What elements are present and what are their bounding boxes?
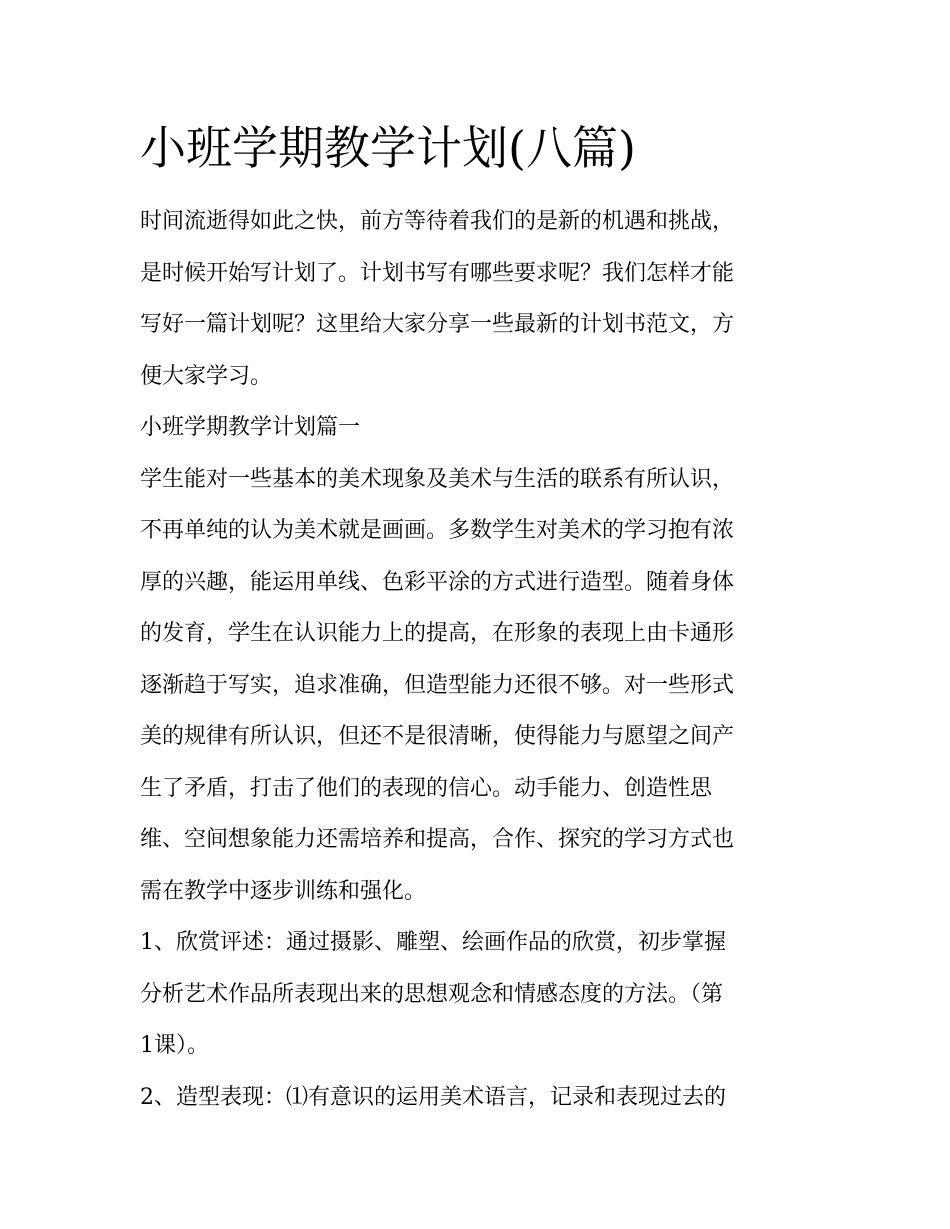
text-line: 写好一篇计划呢？这里给大家分享一些最新的计划书范文，方 bbox=[140, 312, 735, 337]
text-line: 分析艺术作品所表现出来的思想观念和情感态度的方法。（第 bbox=[140, 981, 724, 1007]
text-line: 不再单纯的认为美术就是画画。多数学生对美术的学习抱有浓 bbox=[140, 518, 735, 543]
text-line: 生了矛盾，打击了他们的表现的信心。动手能力、创造性思 bbox=[140, 775, 713, 801]
text-line: 美的规律有所认识，但还不是很清晰，使得能力与愿望之间产 bbox=[140, 724, 735, 749]
text-line: 便大家学习。 bbox=[140, 363, 273, 389]
list-item-line: 1、欣赏评述：通过摄影、雕塑、绘画作品的欣赏，初步掌握 bbox=[140, 930, 726, 955]
text-line: 时间流逝得如此之快，前方等待着我们的是新的机遇和挑战， bbox=[140, 209, 735, 234]
text-line: 1课）。 bbox=[140, 1033, 209, 1058]
text-line: 需在教学中逐步训练和强化。 bbox=[140, 878, 427, 904]
text-line: 维、空间想象能力还需培养和提高，合作、探究的学习方式也 bbox=[140, 827, 735, 852]
document-title: 小班学期教学计划(八篇) bbox=[140, 121, 636, 175]
list-item-line: 2、造型表现：⑴有意识的运用美术语言，记录和表现过去的 bbox=[140, 1084, 726, 1110]
text-line: 厚的兴趣，能运用单线、色彩平涂的方式进行造型。随着身体 bbox=[140, 569, 735, 595]
text-line: 学生能对一些基本的美术现象及美术与生活的联系有所认识， bbox=[140, 466, 735, 492]
text-line: 逐渐趋于写实，追求准确，但造型能力还很不够。对一些形式 bbox=[140, 672, 735, 698]
section-heading: 小班学期教学计划篇一 bbox=[140, 415, 361, 440]
text-line: 的发育，学生在认识能力上的提高，在形象的表现上由卡通形 bbox=[140, 621, 735, 646]
text-line: 是时候开始写计划了。计划书写有哪些要求呢？我们怎样才能 bbox=[140, 260, 735, 286]
document-body bbox=[140, 196, 812, 1123]
